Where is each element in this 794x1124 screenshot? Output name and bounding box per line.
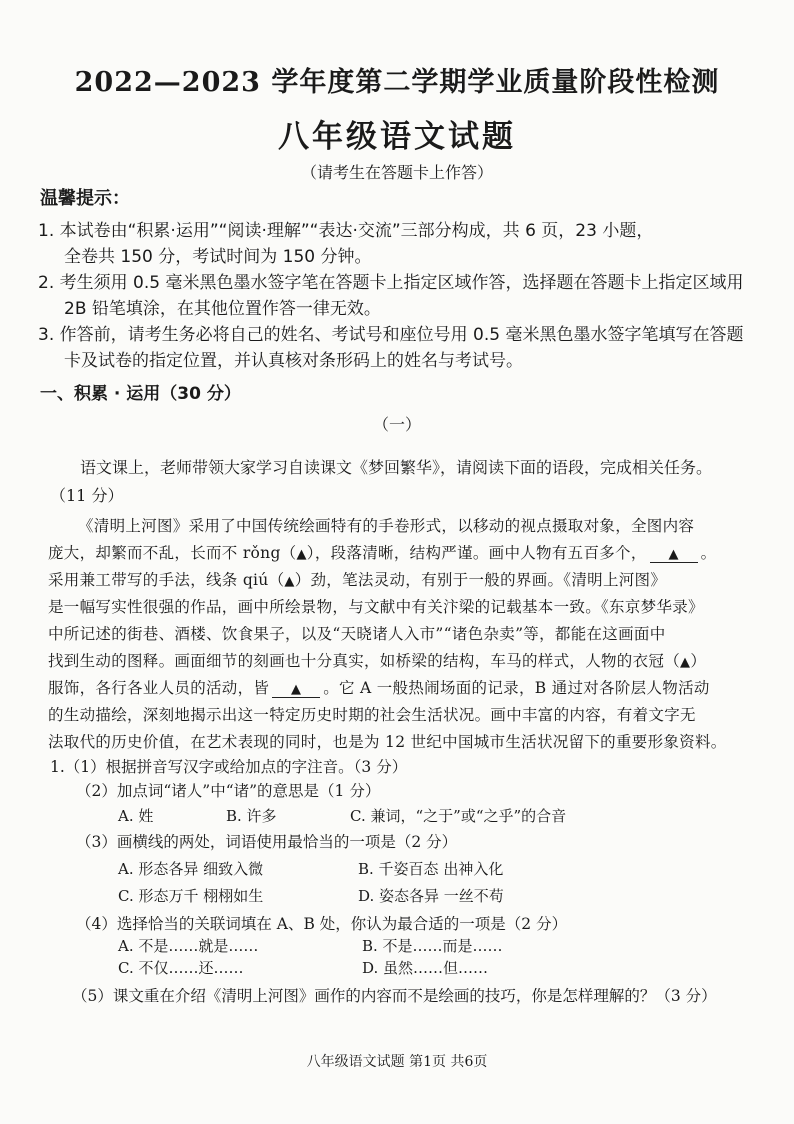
section-heading: 一、积累 · 运用（30 分） [40,384,241,404]
option-c: C. 兼词，“之于”或“之乎”的合音 [350,807,567,825]
answer-note: （请考生在答题卡上作答） [300,163,493,182]
answer-blank: ▲ [650,544,698,563]
passage-line: 中所记述的街巷、酒楼、饮食果子，以及“天晓诸人入市”“诸色杂卖”等，都能在这画面中 [48,625,666,643]
tip-line: 2. 考生须用 0.5 毫米黑色墨水签字笔在答题卡上指定区域作答，选择题在答题卡上指定区域用 [38,273,744,293]
passage-line: 《清明上河图》采用了中国传统绘画特有的手卷形式，以移动的视点摄取对象，全图内容 [78,517,695,535]
exam-subtitle: 八年级语文试题 [278,119,516,155]
question-1-2: （2）加点词“诸人”中“诸”的意思是（1 分） [76,782,381,800]
question-1-5: （5）课文重在介绍《清明上河图》画作的内容而不是绘画的技巧，你是怎样理解的？（3 分） [72,987,717,1005]
tip-line: 卡及试卷的指定位置，并认真核对条形码上的姓名与考试号。 [64,351,523,371]
tip-line: 3. 作答前，请考生务必将自己的姓名、考试号和座位号用 0.5 毫米黑色墨水签字笔填写在答题 [38,325,744,345]
blank-marker: ▲ [296,547,307,562]
question-1-1: 1.（1）根据拼音写汉字或给加点的字注音。（3 分） [50,758,408,776]
part-heading: （一） [372,415,421,434]
option-a: A. 不是……就是…… [118,937,259,955]
question-1-4: （4）选择恰当的关联词填在 A、B 处，你认为最合适的一项是（2 分） [76,915,568,933]
exam-title: 2022—2023 学年度第二学期学业质量阶段性检测 [74,67,720,98]
passage-line: 找到生动的图释。画面细节的刻画也十分真实，如桥梁的结构，车马的样式，人物的衣冠（▲） [48,652,707,670]
question-1-3: （3）画横线的两处，词语使用最恰当的一项是（2 分） [76,833,458,851]
tips-heading: 温馨提示： [40,188,130,209]
passage-line: 是一幅写实性很强的作品，画中所绘景物，与文献中有关汴梁的记载基本一致。《东京梦华录》 [48,598,704,616]
passage-line: 庞大，却繁而不乱，长而不 rǒng（▲），段落清晰，结构严谨。画中人物有五百多个， ▲ 。 [48,544,717,562]
passage-line: 的生动描绘，深刻地揭示出这一特定历史时期的社会生活状况。画中丰富的内容，有着文字无 [48,706,696,724]
option-c: C. 不仅……还…… [118,959,244,977]
intro-text: 语文课上，老师带领大家学习自读课文《梦回繁华》，请阅读下面的语段，完成相关任务。 [80,458,713,477]
blank-marker: ▲ [284,574,295,589]
tip-line: 2B 铅笔填涂，在其他位置作答一律无效。 [64,299,381,319]
option-b: B. 许多 [226,807,277,825]
option-b: B. 千姿百态 出神入化 [358,860,504,878]
option-d: D. 虽然……但…… [362,959,489,977]
option-b: B. 不是……而是…… [362,937,503,955]
option-a: A. 姓 [118,807,154,825]
passage-line: 采用兼工带写的手法，线条 qiú（▲）劲，笔法灵动，有别于一般的界画。《清明上河图》 [48,571,667,589]
intro-score: （11 分） [50,486,124,505]
passage-line: 法取代的历史价值，在艺术表现的同时，也是为 12 世纪中国城市生活状况留下的重要形象资料。 [48,733,727,751]
passage-line: 服饰，各行各业人员的活动，皆 ▲ 。它 A 一般热闹场面的记录，B 通过对各阶层人物活动 [48,679,710,697]
tip-line: 全卷共 150 分，考试时间为 150 分钟。 [64,247,372,267]
tip-line: 1. 本试卷由“积累·运用”“阅读·理解”“表达·交流”三部分构成，共 6 页，23 小题， [38,221,654,241]
option-d: D. 姿态各异 一丝不苟 [358,887,504,905]
answer-blank: ▲ [272,679,320,698]
option-a: A. 形态各异 细致入微 [118,860,264,878]
page-footer: 八年级语文试题 第1页 共6页 [306,1054,488,1070]
option-c: C. 形态万千 栩栩如生 [118,887,264,905]
blank-marker: ▲ [680,655,691,670]
